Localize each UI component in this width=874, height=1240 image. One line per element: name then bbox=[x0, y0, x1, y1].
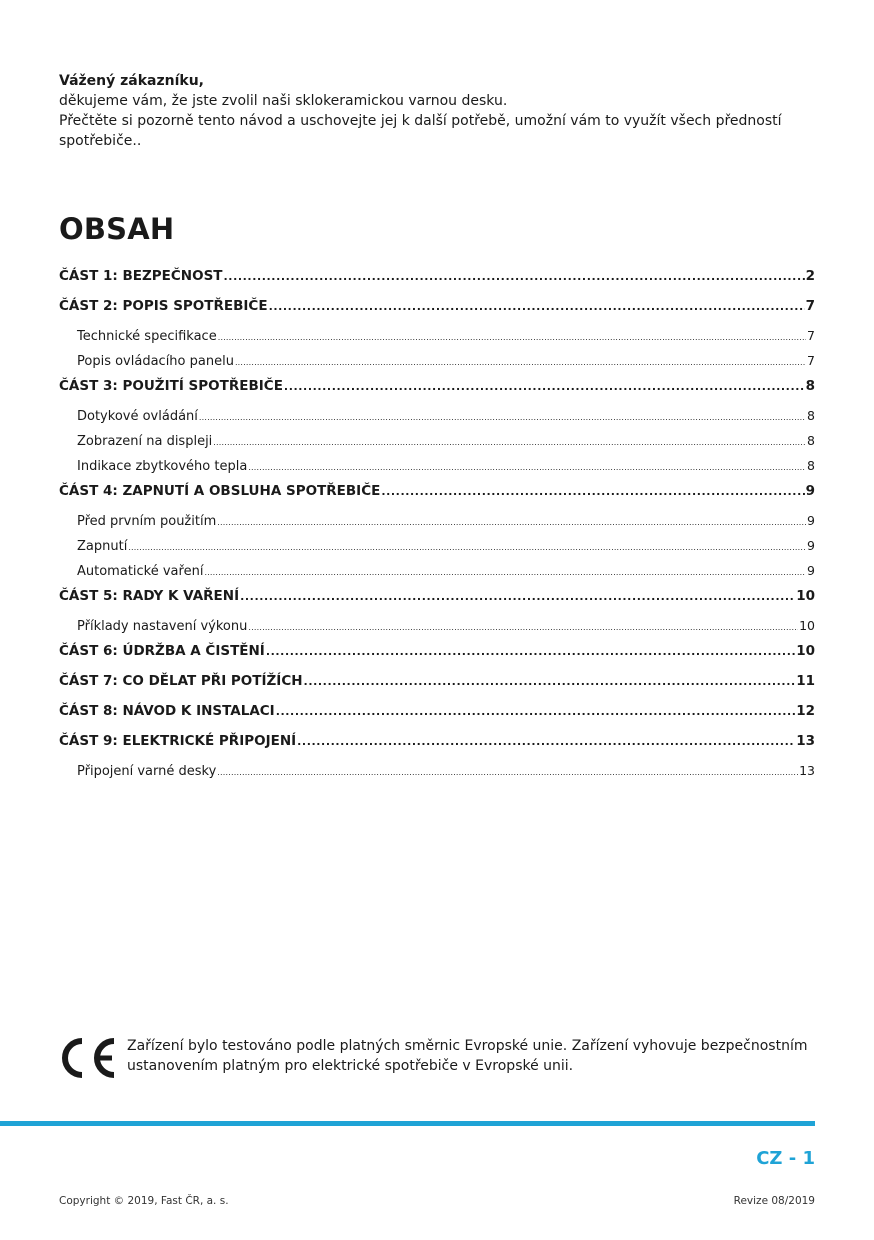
toc-entry-label: ČÁST 5: RADY K VAŘENÍ bbox=[59, 588, 240, 604]
toc-entry-label: Indikace zbytkového tepla bbox=[77, 459, 248, 474]
intro-line-1: děkujeme vám, že jste zvolil naši sklokeramickou varnou desku. bbox=[59, 93, 508, 109]
toc-entry-page: 10 bbox=[796, 588, 815, 604]
toc-section-entry[interactable] bbox=[59, 294, 815, 324]
toc-leader-dots bbox=[235, 351, 806, 374]
toc-leader-dots bbox=[248, 616, 798, 639]
toc-leader-dots bbox=[269, 295, 805, 319]
toc-subsection-entry[interactable] bbox=[59, 534, 815, 559]
toc-subsection-entry[interactable] bbox=[59, 614, 815, 639]
toc-entry-label: Technické specifikace bbox=[77, 329, 217, 344]
toc-entry-page: 13 bbox=[796, 733, 815, 749]
intro-text bbox=[59, 71, 819, 151]
toc-section-entry[interactable] bbox=[59, 584, 815, 614]
toc-entry-page: 9 bbox=[807, 563, 815, 578]
toc-entry-label: ČÁST 8: NÁVOD K INSTALACI bbox=[59, 703, 275, 719]
toc-section-entry[interactable] bbox=[59, 729, 815, 759]
toc-entry-label: ČÁST 3: POUŽITÍ SPOTŘEBIČE bbox=[59, 378, 283, 394]
toc-subsection-entry[interactable] bbox=[59, 454, 815, 479]
toc-entry-page: 9 bbox=[807, 513, 815, 528]
toc-subsection-entry[interactable] bbox=[59, 429, 815, 454]
toc-entry-page: 12 bbox=[796, 703, 815, 719]
toc-leader-dots bbox=[224, 265, 805, 289]
toc-title: OBSAH bbox=[59, 212, 175, 246]
copyright-text: Copyright © 2019, Fast ČR, a. s. bbox=[59, 1195, 229, 1207]
toc-leader-dots bbox=[213, 431, 806, 454]
toc-entry-page: 2 bbox=[805, 268, 815, 284]
toc-section-entry[interactable] bbox=[59, 374, 815, 404]
toc-section-entry[interactable] bbox=[59, 699, 815, 729]
toc-entry-label: Zapnutí bbox=[77, 539, 128, 554]
toc-entry-label: Popis ovládacího panelu bbox=[77, 354, 234, 369]
footer-divider bbox=[0, 1121, 815, 1126]
ce-mark-icon bbox=[58, 1036, 118, 1080]
toc-leader-dots bbox=[199, 406, 806, 429]
toc-subsection-entry[interactable] bbox=[59, 324, 815, 349]
toc-entry-page: 10 bbox=[799, 618, 815, 633]
toc-entry-page: 7 bbox=[805, 298, 815, 314]
toc-leader-dots bbox=[217, 761, 798, 784]
toc-section-entry[interactable] bbox=[59, 479, 815, 509]
toc-leader-dots bbox=[297, 730, 795, 754]
toc-leader-dots bbox=[240, 585, 795, 609]
toc-leader-dots bbox=[276, 700, 796, 724]
toc-entry-label: Připojení varné desky bbox=[77, 764, 217, 779]
toc-entry-page: 7 bbox=[807, 353, 815, 368]
toc-entry-page: 8 bbox=[805, 378, 815, 394]
toc-entry-label: Před prvním použitím bbox=[77, 514, 217, 529]
toc-entry-label: ČÁST 2: POPIS SPOTŘEBIČE bbox=[59, 298, 268, 314]
toc-subsection-entry[interactable] bbox=[59, 559, 815, 584]
toc-entry-page: 13 bbox=[799, 763, 815, 778]
toc-entry-label: Dotykové ovládání bbox=[77, 409, 198, 424]
toc-entry-label: Příklady nastavení výkonu bbox=[77, 619, 248, 634]
toc-entry-label: Zobrazení na displeji bbox=[77, 434, 213, 449]
toc-entry-label: ČÁST 1: BEZPEČNOST bbox=[59, 268, 223, 284]
toc-leader-dots bbox=[304, 670, 796, 694]
toc-entry-label: ČÁST 9: ELEKTRICKÉ PŘIPOJENÍ bbox=[59, 733, 297, 749]
toc-leader-dots bbox=[284, 375, 805, 399]
toc-subsection-entry[interactable] bbox=[59, 509, 815, 534]
toc-entry-page: 10 bbox=[796, 643, 815, 659]
toc-section-entry[interactable] bbox=[59, 669, 815, 699]
toc-entry-label: ČÁST 7: CO DĚLAT PŘI POTÍŽÍCH bbox=[59, 673, 303, 689]
toc-leader-dots bbox=[248, 456, 806, 479]
greeting: Vážený zákazníku, bbox=[59, 73, 204, 89]
toc-entry-page: 7 bbox=[807, 328, 815, 343]
toc-section-entry[interactable] bbox=[59, 264, 815, 294]
toc-entry-page: 8 bbox=[807, 458, 815, 473]
page-number: CZ - 1 bbox=[756, 1148, 815, 1169]
toc-entry-page: 9 bbox=[805, 483, 815, 499]
ce-compliance-text: Zařízení bylo testováno podle platných směrnic Evropské unie. Zařízení vyhovuje bezpečnostním ustanovením platným pro elektrické spotřebiče v Evropské unii. bbox=[127, 1038, 808, 1074]
toc-leader-dots bbox=[381, 480, 804, 504]
table-of-contents bbox=[59, 264, 815, 784]
toc-entry-page: 8 bbox=[807, 408, 815, 423]
toc-entry-label: ČÁST 4: ZAPNUTÍ A OBSLUHA SPOTŘEBIČE bbox=[59, 483, 381, 499]
toc-leader-dots bbox=[217, 511, 806, 534]
toc-subsection-entry[interactable] bbox=[59, 759, 815, 784]
toc-entry-label: ČÁST 6: ÚDRŽBA A ČISTĚNÍ bbox=[59, 643, 265, 659]
revision-text: Revize 08/2019 bbox=[733, 1195, 815, 1207]
toc-leader-dots bbox=[128, 536, 806, 559]
intro-line-2: Přečtěte si pozorně tento návod a uschovejte jej k další potřebě, umožní vám to využít všech předností spotřebiče.. bbox=[59, 113, 782, 149]
toc-leader-dots bbox=[204, 561, 806, 584]
toc-entry-page: 11 bbox=[796, 673, 815, 689]
toc-leader-dots bbox=[266, 640, 795, 664]
toc-entry-page: 9 bbox=[807, 538, 815, 553]
toc-subsection-entry[interactable] bbox=[59, 349, 815, 374]
toc-entry-page: 8 bbox=[807, 433, 815, 448]
toc-entry-label: Automatické vaření bbox=[77, 564, 204, 579]
toc-subsection-entry[interactable] bbox=[59, 404, 815, 429]
toc-section-entry[interactable] bbox=[59, 639, 815, 669]
toc-leader-dots bbox=[218, 326, 806, 349]
